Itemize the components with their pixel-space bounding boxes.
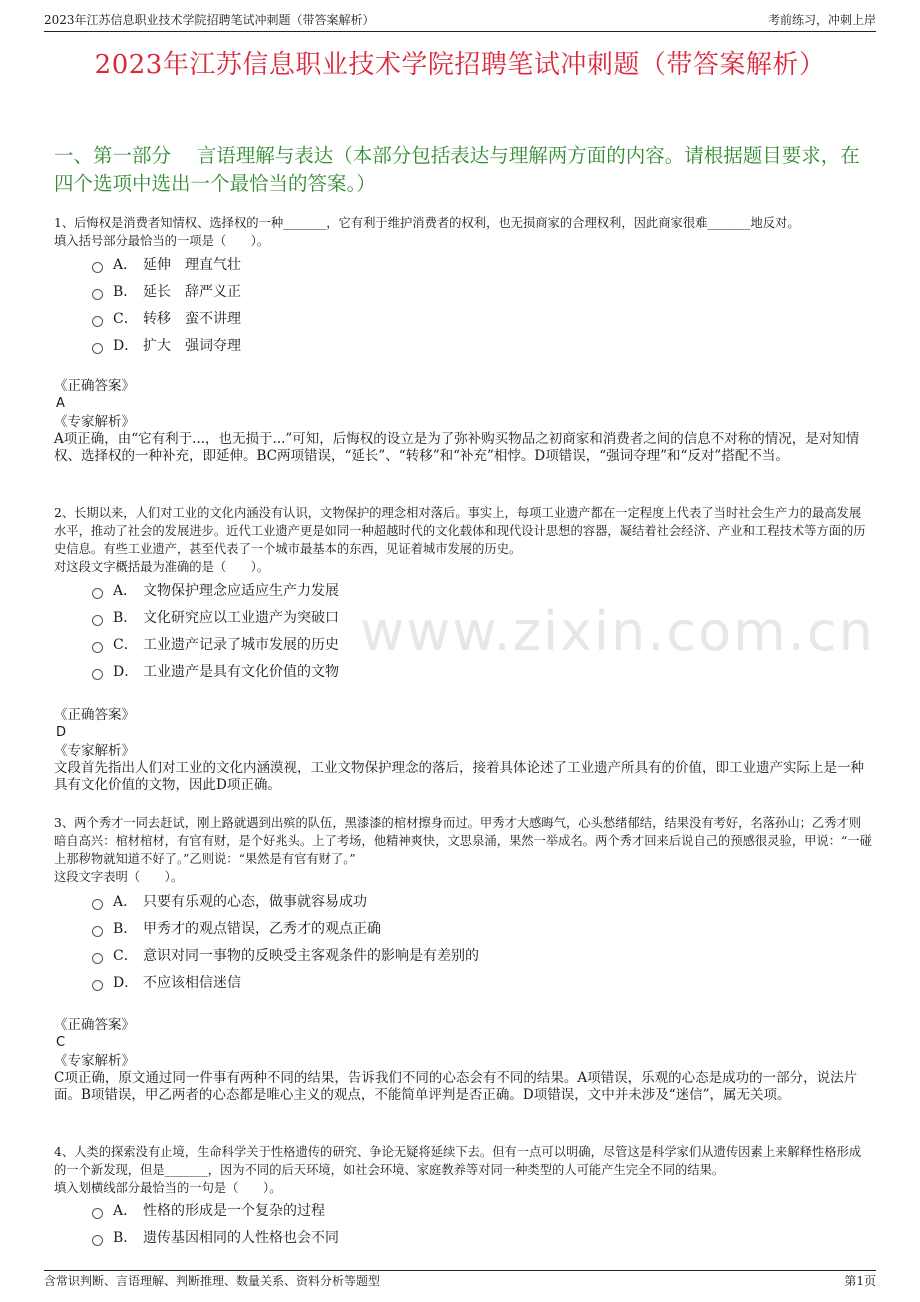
part-heading: 一、第一部分 言语理解与表达（本部分包括表达与理解两方面的内容。请根据题目要求，在四个选项中选出一个最恰当的答案。） — [54, 144, 860, 195]
radio-button[interactable] — [92, 899, 103, 910]
options-q1 — [92, 252, 852, 360]
options-q4 — [92, 1198, 852, 1252]
answer-label: 《正确答案》 — [54, 378, 135, 394]
option-letter: A． — [113, 894, 138, 910]
option-text: 意识对同一事物的反映受主客观条件的影响是有差别的 — [143, 948, 479, 964]
question-stem: 3、两个秀才一同去赶试，刚上路就遇到出殡的队伍，黑漆漆的棺材擦身而过。甲秀才大感晦气，心头愁绪郁结，结果没有考好，名落孙山；乙秀才则暗自高兴：棺材棺材，有官有财，是个好兆头。上了考场，他精神爽快，文思泉涌，果然一举成名。两个秀才回来后说自己的预感很灵验，甲说：“一碰上那秽物就知道不好了。”乙则说：“果然是有官有财了。” — [54, 816, 872, 866]
option-a[interactable] — [92, 252, 852, 279]
radio-button[interactable] — [92, 262, 103, 273]
document-title: 2023年江苏信息职业技术学院招聘笔试冲刺题（带答案解析） — [94, 50, 826, 80]
question-prompt: 这段文字表明（ ）。 — [54, 870, 184, 884]
option-text: 只要有乐观的心态，做事就容易成功 — [143, 894, 367, 910]
explanation-text: C项正确，原文通过同一件事有两种不同的结果，告诉我们不同的心态会有不同的结果。A项错误，乐观的心态是成功的一部分，说法片面。B项错误，甲乙两者的心态都是唯心主义的观点，不能简单评判是否正确。D项错误，文中并未涉及“迷信”，属无关项。 — [54, 1070, 858, 1103]
option-b[interactable] — [92, 605, 852, 632]
question-2 — [54, 504, 872, 576]
option-text: 文化研究应以工业遗产为突破口 — [143, 610, 339, 626]
option-letter: D． — [113, 338, 139, 354]
option-text: 转移 蛮不讲理 — [143, 311, 241, 327]
option-text: 扩大 强词夺理 — [143, 338, 241, 354]
option-text: 工业遗产是具有文化价值的文物 — [143, 664, 339, 680]
page-header — [44, 10, 876, 32]
question-3 — [54, 814, 872, 886]
radio-button[interactable] — [92, 615, 103, 626]
option-text: 甲秀才的观点错误，乙秀才的观点正确 — [143, 921, 381, 937]
explanation-label: 《专家解析》 — [54, 414, 135, 430]
radio-button[interactable] — [92, 588, 103, 599]
option-letter: C． — [113, 637, 138, 653]
question-stem: 4、人类的探索没有止境，生命科学关于性格遗传的研究、争论无疑将延续下去。但有一点可以明确，尽管这是科学家们从遗传因素上来解释性格形成的一个新发现，但是_______，因为不同的后天环境，如社会环境、家庭教养等对同一种类型的人可能产生完全不同的结果。 — [54, 1145, 862, 1177]
answer-value: D — [56, 725, 67, 740]
answer-label: 《正确答案》 — [54, 1017, 135, 1033]
option-c[interactable] — [92, 632, 852, 659]
question-1 — [54, 214, 872, 250]
option-text: 工业遗产记录了城市发展的历史 — [143, 637, 339, 653]
page-number: 第1页 — [844, 1274, 876, 1288]
option-letter: C． — [113, 311, 138, 327]
option-text: 遗传基因相同的人性格也会不同 — [143, 1230, 339, 1246]
option-d[interactable] — [92, 333, 852, 360]
option-d[interactable] — [92, 659, 852, 686]
option-b[interactable] — [92, 916, 852, 943]
option-text: 延长 辞严义正 — [143, 284, 241, 300]
option-a[interactable] — [92, 889, 852, 916]
header-left-text: 2023年江苏信息职业技术学院招聘笔试冲刺题（带答案解析） — [44, 13, 375, 27]
option-letter: A． — [113, 1203, 138, 1219]
option-letter: C． — [113, 948, 138, 964]
answer-block-q1 — [54, 377, 874, 465]
radio-button[interactable] — [92, 669, 103, 680]
option-letter: A． — [113, 257, 138, 273]
watermark: www.zixin.com.cn — [360, 600, 875, 663]
question-prompt: 填入括号部分最恰当的一项是（ ）。 — [54, 234, 270, 248]
explanation-label: 《专家解析》 — [54, 743, 135, 759]
option-letter: D． — [113, 664, 139, 680]
radio-button[interactable] — [92, 980, 103, 991]
answer-value: A — [56, 396, 65, 411]
radio-button[interactable] — [92, 953, 103, 964]
header-right-text: 考前练习，冲刺上岸 — [767, 13, 876, 27]
radio-button[interactable] — [92, 316, 103, 327]
option-c[interactable] — [92, 943, 852, 970]
options-q3 — [92, 889, 852, 997]
question-stem: 1、后悔权是消费者知情权、选择权的一种_______，它有利于维护消费者的权利，也无损商家的合理权利，因此商家很难_______地反对。 — [54, 216, 800, 230]
question-prompt: 对这段文字概括最为准确的是（ ）。 — [54, 560, 270, 574]
option-letter: B． — [113, 1230, 138, 1246]
explanation-text: 文段首先指出人们对工业的文化内涵漠视，工业文物保护理念的落后，接着具体论述了工业遗产所具有的价值，即工业遗产实际上是一种具有文化价值的文物，因此D项正确。 — [54, 760, 864, 793]
option-a[interactable] — [92, 1198, 852, 1225]
explanation-label: 《专家解析》 — [54, 1053, 135, 1069]
radio-button[interactable] — [92, 1235, 103, 1246]
option-a[interactable] — [92, 578, 852, 605]
answer-label: 《正确答案》 — [54, 707, 135, 723]
option-b[interactable] — [92, 279, 852, 306]
answer-block-q3 — [54, 1016, 874, 1104]
question-4 — [54, 1143, 872, 1197]
option-letter: B． — [113, 921, 138, 937]
option-c[interactable] — [92, 306, 852, 333]
option-text: 文物保护理念应适应生产力发展 — [143, 583, 339, 599]
option-b[interactable] — [92, 1225, 852, 1252]
option-letter: B． — [113, 610, 138, 626]
radio-button[interactable] — [92, 926, 103, 937]
radio-button[interactable] — [92, 343, 103, 354]
answer-block-q2 — [54, 706, 874, 794]
question-stem: 2、长期以来，人们对工业的文化内涵没有认识，文物保护的理念相对落后。事实上，每项工业遗产都在一定程度上代表了当时社会生产力的最高发展水平，推动了社会的发展进步。近代工业遗产更是如同一种超越时代的文化载体和现代设计思想的容器，凝结着社会经济、产业和工程技术等方面的历史信息。有些工业遗产，甚至代表了一个城市最基本的东西，见证着城市发展的历史。 — [54, 506, 866, 556]
options-q2 — [92, 578, 852, 686]
radio-button[interactable] — [92, 642, 103, 653]
option-d[interactable] — [92, 970, 852, 997]
option-letter: B． — [113, 284, 138, 300]
option-text: 不应该相信迷信 — [143, 975, 241, 991]
option-text: 性格的形成是一个复杂的过程 — [143, 1203, 325, 1219]
explanation-text: A项正确，由“它有利于...，也无损于...”可知，后悔权的设立是为了弥补购买物品之初商家和消费者之间的信息不对称的情况，是对知情权、选择权的一种补充，即延伸。BC两项错误，“延长”、“转移”和“补充”相悖。D项错误，“强词夺理”和“反对”搭配不当。 — [54, 431, 860, 464]
option-letter: D． — [113, 975, 139, 991]
answer-value: C — [56, 1035, 66, 1050]
option-letter: A． — [113, 583, 138, 599]
page-footer — [44, 1270, 876, 1292]
radio-button[interactable] — [92, 289, 103, 300]
radio-button[interactable] — [92, 1208, 103, 1219]
option-text: 延伸 理直气壮 — [143, 257, 241, 273]
footer-left-text: 含常识判断、言语理解、判断推理、数量关系、资料分析等题型 — [44, 1274, 381, 1288]
question-prompt: 填入划横线部分最恰当的一句是（ ）。 — [54, 1181, 282, 1195]
